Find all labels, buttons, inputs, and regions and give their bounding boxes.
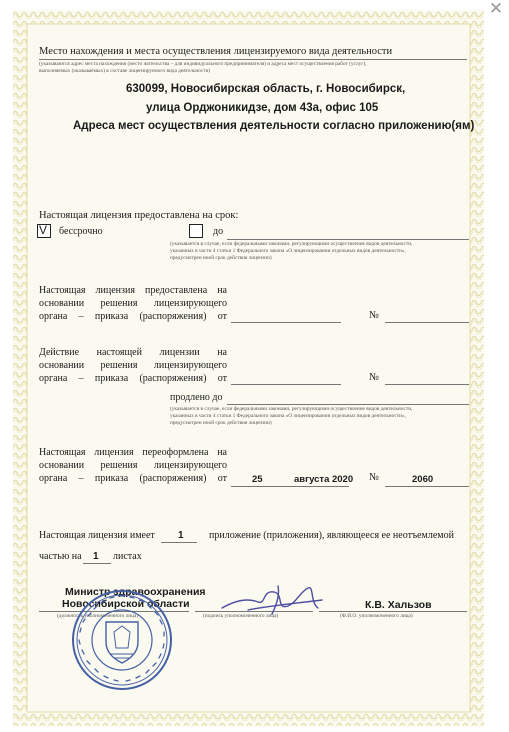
extended-number-label: № bbox=[369, 372, 380, 383]
annex-text-2: приложение (приложения), являющееся ее неотъемлемой bbox=[209, 530, 454, 541]
extended-note-1: (указывается в случае, если федеральными законами, регулирующими осуществление видов деятельности, bbox=[170, 406, 413, 412]
until-checkbox bbox=[189, 224, 203, 238]
signer-org-line-1: Министр здравоохранения bbox=[65, 586, 206, 598]
annex-text-3: частью на bbox=[39, 551, 82, 562]
extended-note-3: предусмотрен иной срок действия лицензии) bbox=[170, 420, 272, 426]
granted-line-1: Настоящая лицензия предоставлена на bbox=[39, 285, 227, 296]
position-caption: (должность уполномоченного лица) bbox=[57, 613, 139, 619]
address-line-3: Адреса мест осуществления деятельности согласно приложению(ям) bbox=[73, 120, 475, 132]
license-page bbox=[13, 10, 484, 726]
address-line-1: 630099, Новосибирская область, г. Новосибирск, bbox=[126, 83, 406, 95]
close-icon[interactable]: ✕ bbox=[488, 0, 504, 19]
reissued-number: 2060 bbox=[412, 474, 434, 485]
name-caption: (Ф.И.О. уполномоченного лица) bbox=[340, 613, 413, 619]
reissued-line-2: основании решения лицензирующего bbox=[39, 460, 227, 471]
check-mark: V bbox=[39, 223, 48, 237]
signer-name: К.В. Хальзов bbox=[365, 599, 432, 611]
signer-org-line-2: Новосибирской области bbox=[62, 598, 190, 610]
reissued-number-label: № bbox=[369, 472, 380, 483]
handwritten-signature bbox=[218, 580, 328, 620]
official-stamp bbox=[70, 588, 174, 692]
extended-note-2: указанных в части 4 статьи 1 Федерального закона «О лицензировании отдельных видов деятельности», bbox=[170, 413, 406, 419]
address-line-2: улица Орджоникидзе, дом 43а, офис 105 bbox=[146, 102, 379, 114]
term-note-1: (указывается в случае, если федеральными законами, регулирующими осуществление видов деятельности, bbox=[170, 241, 413, 247]
granted-line-3: органа – приказа (распоряжения) от bbox=[39, 311, 227, 322]
indefinite-label: бессрочно bbox=[59, 226, 103, 237]
term-label: Настоящая лицензия предоставлена на срок: bbox=[39, 210, 239, 221]
reissued-line-1: Настоящая лицензия переоформлена на bbox=[39, 447, 227, 458]
extended-line-3: органа – приказа (распоряжения) от bbox=[39, 373, 227, 384]
reissued-day: 25 bbox=[252, 474, 263, 485]
term-note-2: указанных в части 4 статьи 1 Федерального закона «О лицензировании отдельных видов деятельности», bbox=[170, 248, 406, 254]
annex-pages: 1 bbox=[93, 551, 99, 562]
location-note-2: выполняемых (оказываемых) в составе лицензируемого вида деятельности) bbox=[39, 68, 211, 74]
until-label: до bbox=[213, 226, 224, 237]
annex-text-4: листах bbox=[113, 551, 142, 562]
term-note-3: предусмотрен иной срок действия лицензии) bbox=[170, 255, 272, 261]
reissued-month-year: августа 2020 bbox=[294, 474, 354, 485]
annex-count: 1 bbox=[178, 530, 184, 541]
location-heading: Место нахождения и места осуществления лицензируемого вида деятельности bbox=[39, 46, 393, 57]
indefinite-checkbox bbox=[37, 224, 51, 238]
granted-line-2: основании решения лицензирующего bbox=[39, 298, 227, 309]
extended-until-label: продлено до bbox=[170, 392, 223, 403]
extended-line-2: основании решения лицензирующего bbox=[39, 360, 227, 371]
granted-number-label: № bbox=[369, 310, 380, 321]
reissued-line-3: органа – приказа (распоряжения) от bbox=[39, 473, 227, 484]
signature-caption: (подпись уполномоченного лица) bbox=[203, 613, 279, 619]
extended-line-1: Действие настоящей лицензии на bbox=[39, 347, 227, 358]
location-note-1: (указываются адрес места нахождения (место жительства – для индивидуального предпринимателя) и адреса мест осуществления работ (услуг), bbox=[39, 61, 367, 67]
annex-text-1: Настоящая лицензия имеет bbox=[39, 530, 155, 541]
